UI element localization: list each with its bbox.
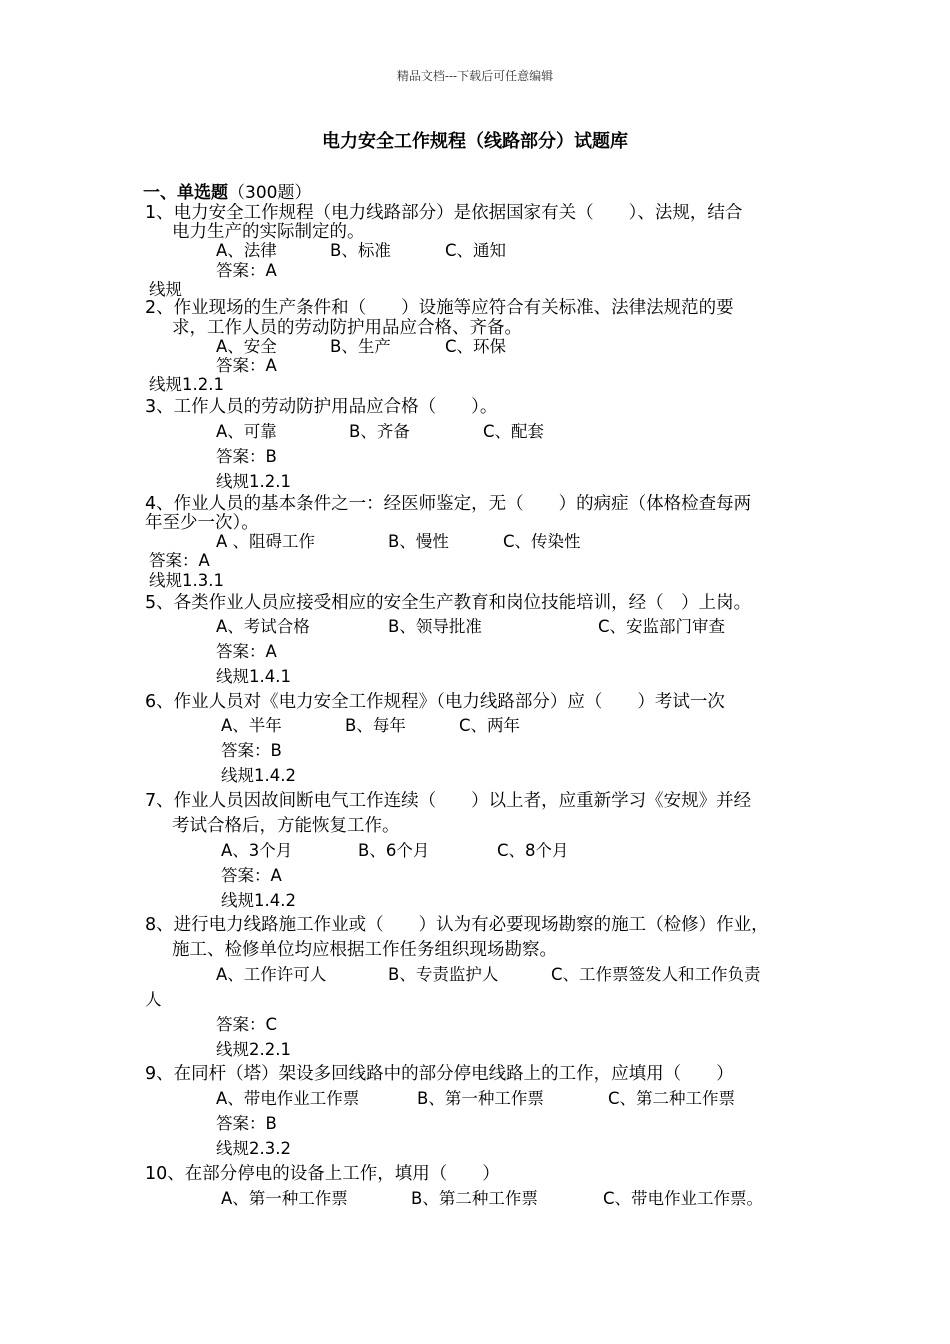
document-title: 电力安全工作规程（线路部分）试题库	[322, 131, 628, 152]
question-4-line-2: 年至少一次）。	[145, 513, 259, 533]
question-3-line-1: 3、工作人员的劳动防护用品应合格（ ）。	[145, 397, 498, 417]
question-8-option-a: A、工作许可人	[216, 965, 327, 984]
question-7-option-c: C、8个月	[497, 841, 569, 860]
question-4-answer: 答案：A	[149, 551, 210, 570]
question-9-option-c: C、第二种工作票	[608, 1089, 736, 1108]
question-3-answer: 答案：B	[216, 447, 277, 466]
question-2-answer: 答案：A	[216, 356, 277, 375]
question-2-line-1: 2、作业现场的生产条件和（ ）设施等应符合有关标准、法律法规范的要	[145, 298, 734, 318]
question-1-answer: 答案：A	[216, 261, 277, 280]
question-3-reference: 线规1.2.1	[216, 472, 291, 491]
question-10-line-1: 10、在部分停电的设备上工作，填用（ ）	[145, 1164, 500, 1184]
question-3-option-a: A、可靠	[216, 422, 277, 441]
question-6-line-1: 6、作业人员对《电力安全工作规程》（电力线路部分）应（ ）考试一次	[145, 692, 725, 712]
question-1-option-b: B、标准	[330, 241, 391, 260]
question-9-option-a: A、带电作业工作票	[216, 1089, 360, 1108]
section-title: 一、单选题	[143, 183, 228, 203]
question-10-option-b: B、第二种工作票	[411, 1189, 538, 1208]
question-8-line-1: 8、进行电力线路施工作业或（ ）认为有必要现场勘察的施工（检修）作业，	[145, 915, 769, 935]
question-1-option-a: A、法律	[216, 241, 277, 260]
question-8-option-b: B、专责监护人	[388, 965, 499, 984]
question-6-option-b: B、每年	[345, 716, 406, 735]
question-8-answer: 答案：C	[216, 1015, 278, 1034]
question-10-option-c: C、带电作业工作票。	[603, 1189, 764, 1208]
question-3-option-c: C、配套	[483, 422, 545, 441]
question-2-option-c: C、环保	[445, 337, 507, 356]
section-count: （300题）	[228, 183, 312, 203]
question-6-option-a: A、半年	[221, 716, 282, 735]
question-2-reference: 线规1.2.1	[149, 375, 224, 394]
question-5-line-1: 5、各类作业人员应接受相应的安全生产教育和岗位技能培训，经（ ）上岗。	[145, 593, 752, 613]
question-4-option-b: B、慢性	[388, 532, 449, 551]
question-8-option-c-wrap: 人	[145, 990, 162, 1009]
page-header: 精品文档---下载后可任意编辑	[396, 69, 554, 83]
question-5-option-b: B、领导批准	[388, 617, 482, 636]
question-8-line-2: 施工、检修单位均应根据工作任务组织现场勘察。	[172, 940, 557, 960]
question-1-line-1: 1、电力安全工作规程（电力线路部分）是依据国家有关（ ）、法规，结合	[145, 203, 743, 223]
question-1-line-2: 电力生产的实际制定的。	[172, 222, 365, 242]
question-5-option-c: C、安监部门审查	[598, 617, 726, 636]
question-4-option-c: C、传染性	[503, 532, 581, 551]
question-2-option-b: B、生产	[330, 337, 391, 356]
question-4-option-a: A 、阻碍工作	[216, 532, 316, 551]
question-6-option-c: C、两年	[459, 716, 521, 735]
question-2-line-2: 求，工作人员的劳动防护用品应合格、齐备。	[172, 318, 522, 338]
question-5-reference: 线规1.4.1	[216, 667, 291, 686]
question-7-answer: 答案：A	[221, 866, 282, 885]
question-9-option-b: B、第一种工作票	[417, 1089, 544, 1108]
question-6-reference: 线规1.4.2	[221, 766, 296, 785]
question-5-option-a: A、考试合格	[216, 617, 310, 636]
question-3-option-b: B、齐备	[349, 422, 410, 441]
question-1-option-c: C、通知	[445, 241, 507, 260]
question-2-option-a: A、安全	[216, 337, 277, 356]
question-7-line-1: 7、作业人员因故间断电气工作连续（ ）以上者，应重新学习《安规》并经	[145, 791, 752, 811]
question-9-answer: 答案：B	[216, 1114, 277, 1133]
question-10-option-a: A、第一种工作票	[221, 1189, 348, 1208]
question-7-line-2: 考试合格后，方能恢复工作。	[172, 816, 400, 836]
question-9-reference: 线规2.3.2	[216, 1139, 291, 1158]
question-8-option-c: C、工作票签发人和工作负责	[551, 965, 761, 984]
question-6-answer: 答案：B	[221, 741, 282, 760]
question-1-reference: 线规	[149, 280, 182, 299]
question-7-option-b: B、6个月	[358, 841, 430, 860]
question-8-reference: 线规2.2.1	[216, 1040, 291, 1059]
question-7-option-a: A、3个月	[221, 841, 293, 860]
question-5-answer: 答案：A	[216, 642, 277, 661]
question-7-reference: 线规1.4.2	[221, 891, 296, 910]
question-4-reference: 线规1.3.1	[149, 571, 224, 590]
question-9-line-1: 9、在同杆（塔）架设多回线路中的部分停电线路上的工作，应填用（ ）	[145, 1064, 734, 1084]
question-4-line-1: 4、作业人员的基本条件之一：经医师鉴定，无（ ）的病症（体格检查每两	[145, 494, 752, 514]
